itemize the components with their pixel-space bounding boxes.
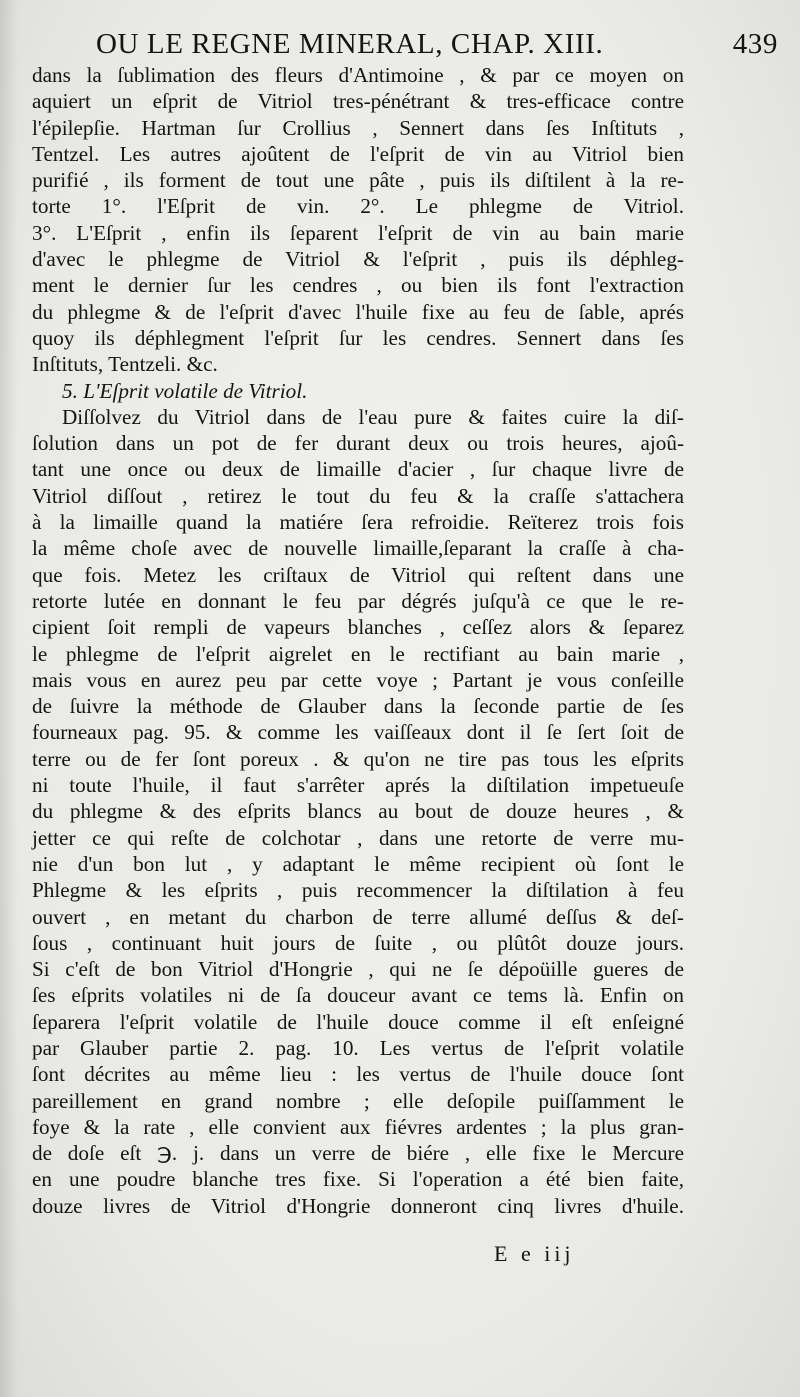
text-line: Inſtituts, Tentzeli. &c. xyxy=(32,352,218,377)
text-line: ni toute l'huile, il faut s'arrêter aprés la diſtilation impetueuſe xyxy=(32,773,684,798)
text-line: Diſſolvez du Vitriol dans de l'eau pure & faites cuire la diſ- xyxy=(62,404,684,429)
text-line: ſont décrites au même lieu : les vertus de l'huile douce ſont xyxy=(32,1062,684,1087)
running-title: OU LE REGNE MINERAL, CHAP. XIII. xyxy=(96,28,604,60)
text-line: du phlegme & des eſprits blancs au bout de douze heures , & xyxy=(32,799,684,824)
text-line: le phlegme de l'eſprit aigrelet en le rectifiant au bain marie , xyxy=(32,641,684,666)
text-line: Si c'eſt de bon Vitriol d'Hongrie , qui ne ſe dépoüille gueres de xyxy=(32,957,684,982)
text-line: de ſuivre la méthode de Glauber dans la ſeconde partie de ſes xyxy=(32,694,684,719)
text-line: ſous , continuant huit jours de ſuite , ou plûtôt douze jours. xyxy=(32,930,684,955)
text-line: ſolution dans un pot de fer durant deux ou trois heures, ajoû- xyxy=(32,431,684,456)
page-number: 439 xyxy=(732,28,778,60)
text-line: en une poudre blanche tres fixe. Si l'operation a été bien faite, xyxy=(32,1167,684,1192)
text-line: du phlegme & de l'eſprit d'avec l'huile fixe au feu de ſable, aprés xyxy=(32,299,684,324)
text-line: dans la ſublimation des fleurs d'Antimoine , & par ce moyen on xyxy=(32,63,684,87)
text-line: pareillement en grand nombre ; elle deſopile puiſſamment le xyxy=(32,1088,684,1113)
text-line: fourneaux pag. 95. & comme les vaiſſeaux dont il ſe ſert ſoit de xyxy=(32,720,684,745)
text-line: terre ou de fer ſont poreux . & qu'on ne tire pas tous les eſprits xyxy=(32,746,684,771)
text-line: douze livres de Vitriol d'Hongrie donneront cinq livres d'huile. xyxy=(32,1193,684,1218)
text-line: de doſe eſt ℈. j. dans un verre de biére , elle fixe le Mercure xyxy=(32,1141,684,1166)
text-line: jetter ce qui reſte de colchotar , dans une retorte de verre mu- xyxy=(32,825,684,850)
text-line: Phlegme & les eſprits , puis recommencer la diſtilation à feu xyxy=(32,878,684,903)
text-line: cipient ſoit rempli de vapeurs blanches , ceſſez alors & ſeparez xyxy=(32,615,684,640)
text-line: ouvert , en metant du charbon de terre allumé deſſus & deſ- xyxy=(32,904,684,929)
page-edge-shadow xyxy=(0,0,18,1397)
text-line: d'avec le phlegme de Vitriol & l'eſprit , puis ils déphleg- xyxy=(32,247,684,272)
text-line: tant une once ou deux de limaille d'acier , ſur chaque livre de xyxy=(32,457,684,482)
text-line: Tentzel. Les autres ajoûtent de l'eſprit de vin au Vitriol bien xyxy=(32,141,684,166)
text-line: nie d'un bon lut , y adaptant le même recipient où ſont le xyxy=(32,851,684,876)
text-line: retorte lutée en donnant le feu par dégrés juſqu'à ce que le re- xyxy=(32,588,684,613)
text-line: la même choſe avec de nouvelle limaille,ſeparant la craſſe à cha- xyxy=(32,536,684,561)
text-line: mais vous en aurez peu par cette voye ; Partant je vous conſeille xyxy=(32,667,684,692)
body-text xyxy=(32,62,684,1219)
text-line: purifié , ils forment de tout une pâte , puis ils diſtilent à la re- xyxy=(32,168,684,193)
text-line: l'épilepſie. Hartman ſur Crollius , Sennert dans ſes Inſtituts , xyxy=(32,115,684,140)
signature-mark: E e iij xyxy=(494,1241,575,1266)
text-line: 3°. L'Eſprit , enfin ils ſeparent l'eſprit de vin au bain marie xyxy=(32,220,684,245)
text-line: Vitriol diſſout , retirez le tout du feu & la craſſe s'attachera xyxy=(32,483,684,508)
text-line: quoy ils déphlegment l'eſprit ſur les cendres. Sennert dans ſes xyxy=(32,325,684,350)
section-heading: 5. L'Eſprit volatile de Vitriol. xyxy=(62,378,308,403)
text-line: ſes eſprits volatiles ni de ſa douceur avant ce tems là. Enfin on xyxy=(32,983,684,1008)
text-line: que fois. Metez les criſtaux de Vitriol qui reſtent dans une xyxy=(32,562,684,587)
text-line: foye & la rate , elle convient aux fiévres ardentes ; la plus gran- xyxy=(32,1114,684,1139)
text-line: à la limaille quand la matiére ſera refroidie. Reïterez trois fois xyxy=(32,510,684,535)
text-line: ment le dernier ſur les cendres , ou bien ils font l'extraction xyxy=(32,273,684,298)
text-line: ſeparera l'eſprit volatile de l'huile douce comme il eſt enſeigné xyxy=(32,1009,684,1034)
text-line: aquiert un eſprit de Vitriol tres-pénétrant & tres-efficace contre xyxy=(32,89,684,114)
text-line: par Glauber partie 2. pag. 10. Les vertus de l'eſprit volatile xyxy=(32,1035,684,1060)
text-line: torte 1°. l'Eſprit de vin. 2°. Le phlegme de Vitriol. xyxy=(32,194,684,219)
